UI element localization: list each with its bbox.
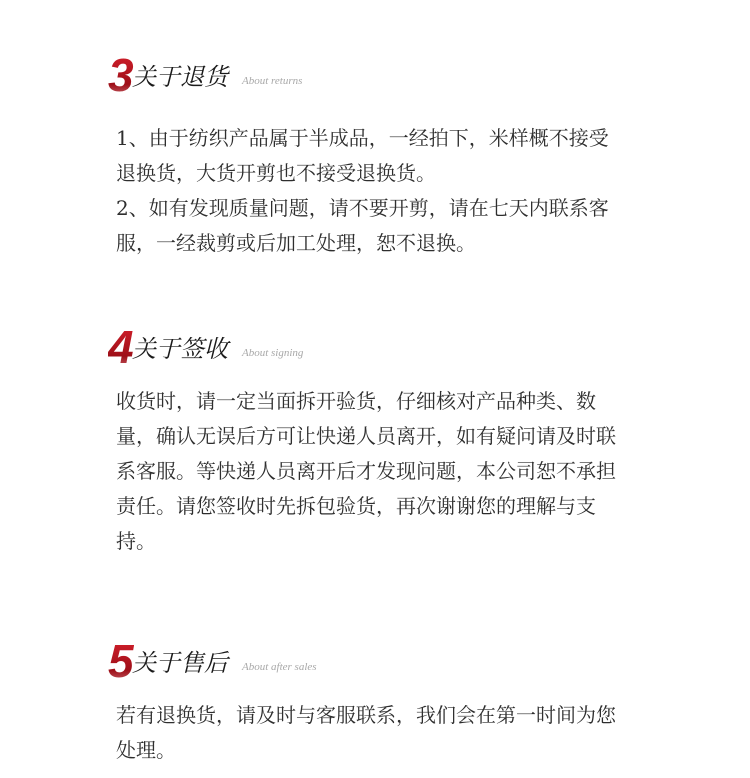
paragraph: 收货时，请一定当面拆开验货，仔细核对产品种类、数 量，确认无误后方可让快递人员离开，如有疑问请及时联 系客服。等快递人员离开后才发现问题，本公司恕不承担 责任。请您签收时先拆包验货，再次谢谢您的理解与支 持。	[116, 389, 616, 553]
section-body	[116, 384, 636, 559]
section-title: 关于售后	[132, 649, 228, 677]
section-heading	[108, 635, 508, 688]
section-title: 关于签收	[132, 335, 228, 363]
section-heading	[108, 49, 508, 102]
section-number: 5	[108, 635, 134, 687]
section-body	[116, 698, 636, 768]
paragraph: 1、由于纺织产品属于半成品，一经拍下，米样概不接受 退换货，大货开剪也不接受退换货。	[116, 126, 609, 185]
section-title: 关于退货	[132, 63, 228, 91]
section-body	[116, 121, 636, 261]
section-subtitle: About returns	[242, 75, 303, 87]
paragraph: 若有退换货，请及时与客服联系，我们会在第一时间为您 处理。	[116, 703, 616, 762]
section-number: 3	[108, 49, 134, 101]
section-heading	[108, 321, 508, 374]
section-number: 4	[108, 321, 134, 373]
section-subtitle: About after sales	[242, 661, 317, 673]
paragraph: 2、如有发现质量问题，请不要开剪，请在七天内联系客 服，一经裁剪或后加工处理，恕不退换。	[116, 196, 609, 255]
section-subtitle: About signing	[242, 347, 304, 359]
